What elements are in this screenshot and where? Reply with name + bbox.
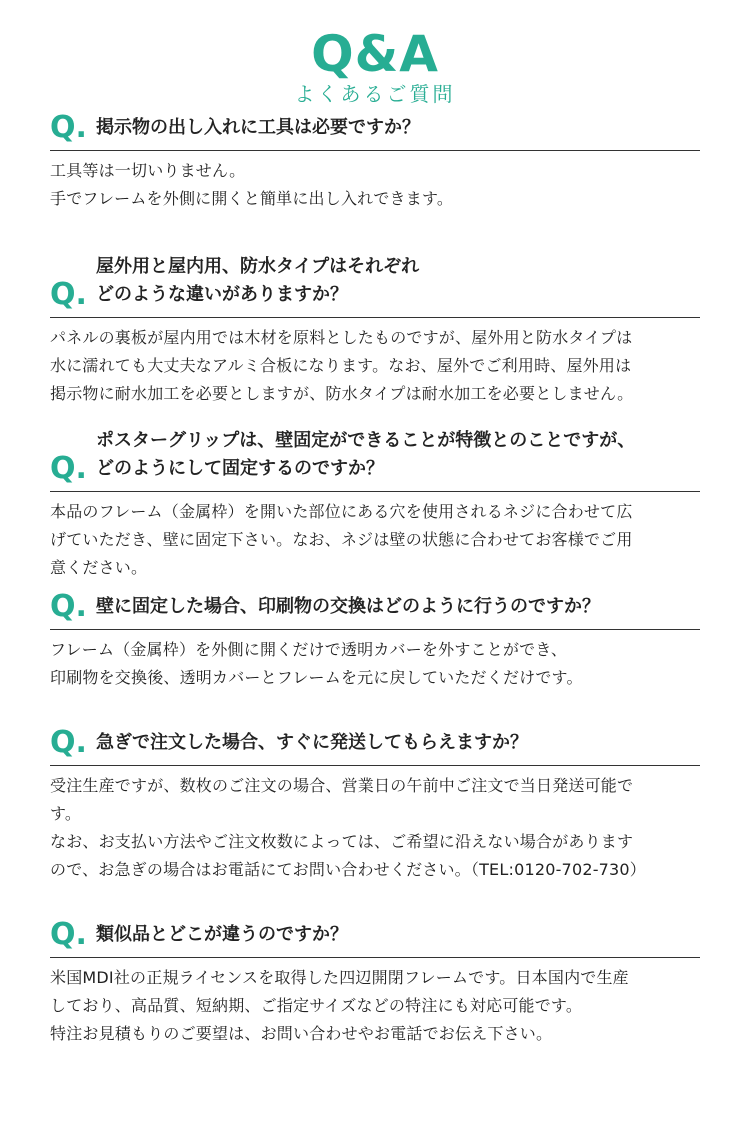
page-title: Q&A bbox=[311, 25, 439, 83]
page-header bbox=[0, 26, 750, 106]
answer-text: 米国MDI社の正規ライセンスを取得した四辺開閉フレームです。日本国内で生産 しており、高品質、短納期、ご指定サイズなどの特注にも対応可能です。 特注お見積もりのご要望は、お問い合わせやお電話でお伝え下さい。 bbox=[50, 968, 629, 1043]
qa-item-difference bbox=[50, 917, 700, 1048]
answer-text: 本品のフレーム（金属枠）を開いた部位にある穴を使用されるネジに合わせて広 げていただき、壁に固定下さい。なお、ネジは壁の状態に合わせてお客様でご用 意ください。 bbox=[50, 502, 633, 577]
question-row bbox=[50, 253, 700, 318]
question-text: 屋外用と屋内用、防水タイプはそれぞれ どのような違いがありますか？ bbox=[96, 256, 420, 305]
q-mark: Q. bbox=[50, 725, 87, 760]
question-row bbox=[50, 589, 700, 630]
qa-item-tools bbox=[50, 110, 700, 213]
page-subtitle: よくあるご質問 bbox=[294, 82, 456, 106]
q-mark: Q. bbox=[50, 277, 87, 312]
answer-text: フレーム（金属枠）を外側に開くだけで透明カバーを外すことができ、 印刷物を交換後、透明カバーとフレームを元に戻していただくだけです。 bbox=[50, 640, 583, 687]
question-text: ポスターグリップは、壁固定ができることが特徴とのことですが、 どのようにして固定するのですか？ bbox=[96, 430, 636, 479]
question-row bbox=[50, 427, 700, 492]
question-text: 掲示物の出し入れに工具は必要ですか？ bbox=[96, 117, 420, 138]
answer-text: 受注生産ですが、数枚のご注文の場合、営業日の午前中ご注文で当日発送可能で す。 なお、お支払い方法やご注文枚数によっては、ご希望に沿えない場合があります ので、お急ぎの場合はお電話にてお問い合わせください。（TEL:0120-702-730） bbox=[50, 776, 647, 879]
answer-text: 工具等は一切いりません。 手でフレームを外側に開くと簡単に出し入れできます。 bbox=[50, 161, 454, 208]
question-text: 壁に固定した場合、印刷物の交換はどのように行うのですか？ bbox=[96, 596, 600, 617]
qa-item-types bbox=[50, 253, 700, 408]
answer-text: パネルの裏板が屋内用では木材を原料としたものですが、屋外用と防水タイプは 水に濡れても大丈夫なアルミ合板になります。なお、屋外でご利用時、屋外用は 掲示物に耐水加工を必要としますが、防水タイプは耐水加工を必要としません。 bbox=[50, 328, 634, 403]
q-mark: Q. bbox=[50, 110, 87, 145]
qa-item-shipping bbox=[50, 725, 700, 884]
q-mark: Q. bbox=[50, 917, 87, 952]
question-row bbox=[50, 917, 700, 958]
question-text: 類似品とどこが違うのですか？ bbox=[96, 924, 348, 945]
question-row bbox=[50, 725, 700, 766]
question-text: 急ぎで注文した場合、すぐに発送してもらえますか？ bbox=[96, 732, 528, 753]
q-mark: Q. bbox=[50, 589, 87, 624]
qa-item-wall-mount bbox=[50, 427, 700, 582]
question-row bbox=[50, 110, 700, 151]
qa-item-replace bbox=[50, 589, 700, 692]
q-mark: Q. bbox=[50, 451, 87, 486]
